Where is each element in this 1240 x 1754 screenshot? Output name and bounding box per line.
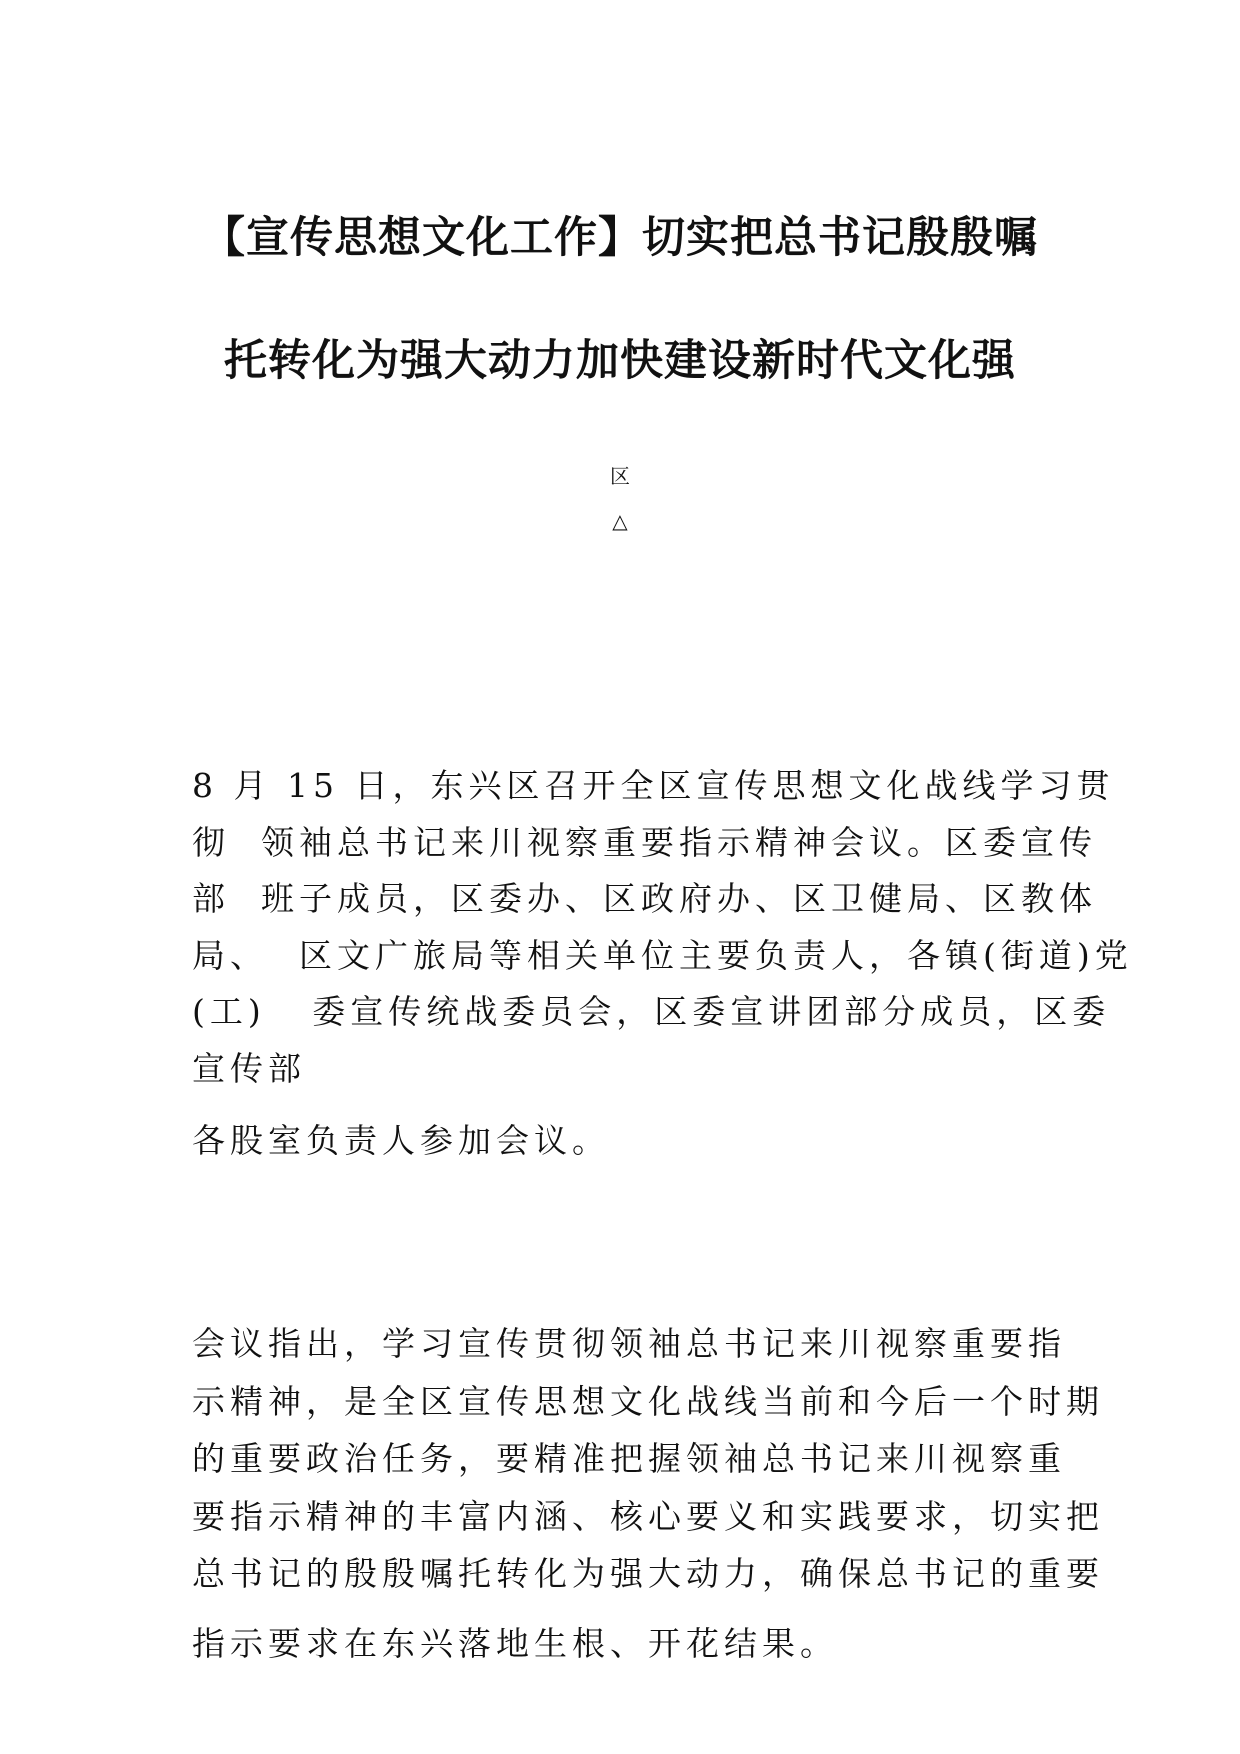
paragraph-conclusion: [192, 1616, 1072, 1672]
triangle-mark: △: [612, 509, 628, 533]
paragraph-line: 8 月 15 日，东兴区召开全区宣传思想文化战线学习贯: [192, 766, 1115, 805]
district-mark: 区: [610, 464, 630, 488]
paragraph-attendees: [192, 1113, 1072, 1169]
document-title-line-1: 【宣传思想文化工作】切实把总书记殷殷嘱: [202, 213, 1038, 263]
paragraph-line: 会议指出，学习宣传贯彻领袖总书记来川视察重要指: [192, 1324, 1066, 1363]
document-title-line-2: 托转化为强大动力加快建设新时代文化强: [224, 336, 1016, 386]
paragraph-line: 宣传部: [192, 1048, 306, 1088]
paragraph-line: 总书记的殷殷嘱托转化为强大动力，确保总书记的重要: [192, 1554, 1104, 1593]
paragraph-meeting-info: [192, 758, 1133, 1097]
paragraph-line: 局、 区文广旅局等相关单位主要负责人，各镇(街道)党: [192, 935, 1133, 975]
paragraph-line: 示精神，是全区宣传思想文化战线当前和今后一个时期: [192, 1381, 1104, 1421]
paragraph-line: 指示要求在东兴落地生根、开花结果。: [192, 1624, 838, 1663]
paragraph-line: 彻 领袖总书记来川视察重要指示精神会议。区委宣传: [192, 822, 1097, 862]
paragraph-line: (工) 委宣传统战委员会，区委宣讲团部分成员，区委: [192, 992, 1111, 1031]
paragraph-line: 要指示精神的丰富内涵、核心要义和实践要求，切实把: [192, 1496, 1104, 1536]
paragraph-line: 部 班子成员，区委办、区政府办、区卫健局、区教体: [192, 879, 1097, 918]
paragraph-meeting-points: [192, 1315, 1104, 1603]
paragraph-line: 各股室负责人参加会议。: [192, 1121, 610, 1160]
paragraph-line: 的重要政治任务，要精准把握领袖总书记来川视察重: [192, 1439, 1066, 1478]
